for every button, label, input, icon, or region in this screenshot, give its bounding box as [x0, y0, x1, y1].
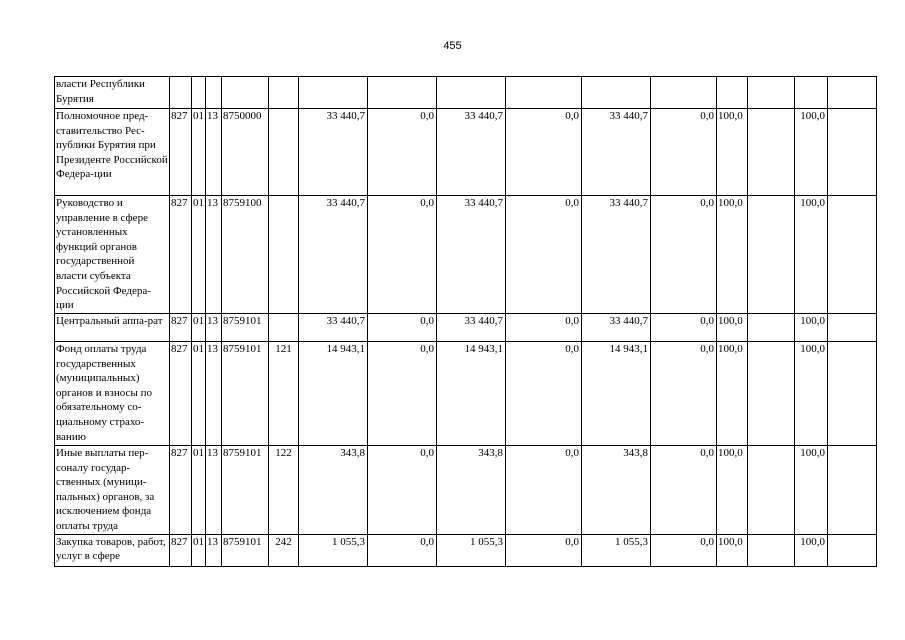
- percent-cell-2: [748, 109, 795, 196]
- section-code-cell: [192, 77, 206, 109]
- percent-cell-2: [748, 342, 795, 446]
- amount-cell-2: 0,0: [368, 314, 437, 342]
- expense-type-cell: [269, 109, 299, 196]
- subsection-code-cell: 13: [206, 534, 222, 566]
- table-row: [55, 109, 877, 196]
- section-code-cell: 01: [192, 109, 206, 196]
- amount-cell-2: 0,0: [368, 196, 437, 314]
- table-row: [55, 314, 877, 342]
- percent-cell-3: 100,0: [795, 342, 828, 446]
- amount-cell-4: 0,0: [506, 109, 582, 196]
- amount-cell-2: 0,0: [368, 534, 437, 566]
- amount-cell-1: 33 440,7: [299, 196, 368, 314]
- ved-code-cell: 827: [170, 314, 192, 342]
- section-code-cell: 01: [192, 342, 206, 446]
- amount-cell-5: 33 440,7: [582, 314, 651, 342]
- section-code-cell: 01: [192, 534, 206, 566]
- amount-cell-1: 14 943,1: [299, 342, 368, 446]
- amount-cell-3: 343,8: [437, 446, 506, 535]
- amount-cell-2: 0,0: [368, 446, 437, 535]
- table-row: [55, 196, 877, 314]
- amount-cell-5: [582, 77, 651, 109]
- target-article-cell: 8759101: [222, 342, 269, 446]
- amount-cell-4: 0,0: [506, 342, 582, 446]
- amount-cell-4: 0,0: [506, 196, 582, 314]
- percent-cell-3: 100,0: [795, 534, 828, 566]
- amount-cell-3: [437, 77, 506, 109]
- amount-cell-5: 33 440,7: [582, 196, 651, 314]
- amount-cell-5: 14 943,1: [582, 342, 651, 446]
- percent-cell-4: [828, 109, 877, 196]
- target-article-cell: 8759100: [222, 196, 269, 314]
- ved-code-cell: [170, 77, 192, 109]
- table-row: [55, 77, 877, 109]
- amount-cell-6: 0,0: [651, 109, 717, 196]
- subsection-code-cell: [206, 77, 222, 109]
- ved-code-cell: 827: [170, 196, 192, 314]
- amount-cell-6: 0,0: [651, 314, 717, 342]
- percent-cell-1: 100,0: [717, 314, 748, 342]
- row-name-cell: власти Республики Бурятия: [55, 77, 170, 109]
- percent-cell-3: [795, 77, 828, 109]
- percent-cell-3: 100,0: [795, 446, 828, 535]
- ved-code-cell: 827: [170, 534, 192, 566]
- row-name-cell: Руководство и управление в сфере установленных функций органов государственной власти субъекта Российской Федера-ции: [55, 196, 170, 314]
- percent-cell-2: [748, 196, 795, 314]
- row-name-cell: Полномочное пред-ставительство Рес-публики Бурятия при Президенте Российской Федера-ции: [55, 109, 170, 196]
- amount-cell-1: 1 055,3: [299, 534, 368, 566]
- amount-cell-3: 33 440,7: [437, 196, 506, 314]
- percent-cell-4: [828, 446, 877, 535]
- target-article-cell: 8759101: [222, 446, 269, 535]
- target-article-cell: 8759101: [222, 314, 269, 342]
- amount-cell-4: [506, 77, 582, 109]
- amount-cell-1: 33 440,7: [299, 314, 368, 342]
- amount-cell-6: 0,0: [651, 196, 717, 314]
- percent-cell-3: 100,0: [795, 196, 828, 314]
- amount-cell-6: 0,0: [651, 534, 717, 566]
- percent-cell-2: [748, 446, 795, 535]
- amount-cell-3: 14 943,1: [437, 342, 506, 446]
- percent-cell-1: 100,0: [717, 342, 748, 446]
- amount-cell-6: [651, 77, 717, 109]
- expense-type-cell: [269, 77, 299, 109]
- section-code-cell: 01: [192, 314, 206, 342]
- amount-cell-3: 1 055,3: [437, 534, 506, 566]
- table-row: [55, 342, 877, 446]
- amount-cell-5: 343,8: [582, 446, 651, 535]
- expense-type-cell: [269, 314, 299, 342]
- subsection-code-cell: 13: [206, 446, 222, 535]
- ved-code-cell: 827: [170, 446, 192, 535]
- row-name-cell: Иные выплаты пер-соналу государ-ственных (муници-пальных) органов, за исключением фонда оплаты труда: [55, 446, 170, 535]
- percent-cell-4: [828, 77, 877, 109]
- percent-cell-1: [717, 77, 748, 109]
- amount-cell-4: 0,0: [506, 534, 582, 566]
- target-article-cell: 8759101: [222, 534, 269, 566]
- percent-cell-4: [828, 534, 877, 566]
- expense-type-cell: 242: [269, 534, 299, 566]
- expense-type-cell: 122: [269, 446, 299, 535]
- percent-cell-3: 100,0: [795, 109, 828, 196]
- percent-cell-3: 100,0: [795, 314, 828, 342]
- percent-cell-2: [748, 314, 795, 342]
- percent-cell-2: [748, 77, 795, 109]
- amount-cell-1: 343,8: [299, 446, 368, 535]
- section-code-cell: 01: [192, 446, 206, 535]
- subsection-code-cell: 13: [206, 196, 222, 314]
- target-article-cell: 8750000: [222, 109, 269, 196]
- row-name-cell: Закупка товаров, работ, услуг в сфере: [55, 534, 170, 566]
- expense-type-cell: [269, 196, 299, 314]
- amount-cell-3: 33 440,7: [437, 109, 506, 196]
- percent-cell-1: 100,0: [717, 196, 748, 314]
- table-row: [55, 446, 877, 535]
- amount-cell-2: [368, 77, 437, 109]
- subsection-code-cell: 13: [206, 314, 222, 342]
- percent-cell-1: 100,0: [717, 534, 748, 566]
- row-name-cell: Фонд оплаты труда государственных (муниципальных) органов и взносы по обязательному со-циальному страхо-ванию: [55, 342, 170, 446]
- amount-cell-2: 0,0: [368, 342, 437, 446]
- amount-cell-4: 0,0: [506, 446, 582, 535]
- table-body: [55, 77, 877, 567]
- amount-cell-3: 33 440,7: [437, 314, 506, 342]
- percent-cell-4: [828, 196, 877, 314]
- amount-cell-6: 0,0: [651, 446, 717, 535]
- target-article-cell: [222, 77, 269, 109]
- amount-cell-1: 33 440,7: [299, 109, 368, 196]
- ved-code-cell: 827: [170, 342, 192, 446]
- amount-cell-6: 0,0: [651, 342, 717, 446]
- percent-cell-2: [748, 534, 795, 566]
- percent-cell-1: 100,0: [717, 446, 748, 535]
- amount-cell-2: 0,0: [368, 109, 437, 196]
- page-number: 455: [443, 40, 462, 52]
- percent-cell-1: 100,0: [717, 109, 748, 196]
- amount-cell-1: [299, 77, 368, 109]
- budget-table: [54, 76, 877, 567]
- row-name-cell: Центральный аппа-рат: [55, 314, 170, 342]
- section-code-cell: 01: [192, 196, 206, 314]
- ved-code-cell: 827: [170, 109, 192, 196]
- table-row: [55, 534, 877, 566]
- subsection-code-cell: 13: [206, 342, 222, 446]
- amount-cell-5: 33 440,7: [582, 109, 651, 196]
- percent-cell-4: [828, 314, 877, 342]
- percent-cell-4: [828, 342, 877, 446]
- amount-cell-4: 0,0: [506, 314, 582, 342]
- expense-type-cell: 121: [269, 342, 299, 446]
- amount-cell-5: 1 055,3: [582, 534, 651, 566]
- subsection-code-cell: 13: [206, 109, 222, 196]
